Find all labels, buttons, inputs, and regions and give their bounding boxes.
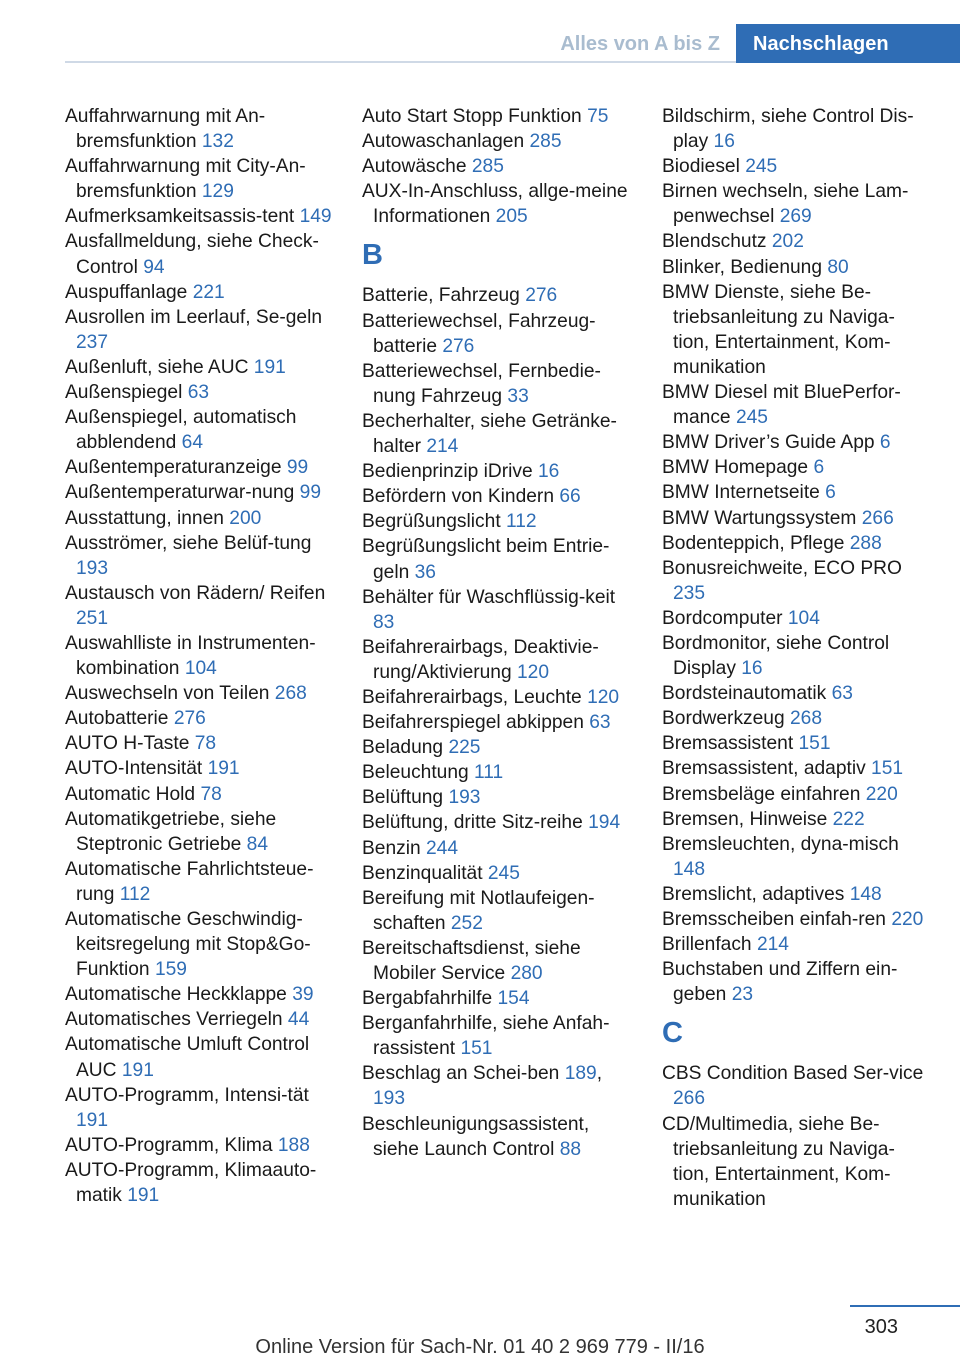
index-entry [65, 1083, 333, 1133]
index-entry-text: Bereifung mit Notlaufeigen-schaften [362, 887, 595, 934]
index-entry [662, 606, 930, 631]
page-reference-link[interactable]: 36 [414, 561, 436, 583]
index-entry-text: Begrüßungslicht [362, 511, 501, 533]
page-reference-link[interactable]: 200 [229, 507, 262, 529]
index-entry [65, 280, 333, 305]
index-entry [65, 756, 333, 781]
index-entry [65, 731, 333, 756]
index-entry [65, 480, 333, 505]
page-reference-link[interactable]: 194 [588, 812, 621, 834]
index-entry: Beschlag an Schei-ben 189, 193 [362, 1063, 603, 1110]
header-chapter-tab[interactable]: Nachschlagen [736, 24, 960, 63]
index-entry-text: Birnen wechseln, siehe Lam-penwechsel [662, 181, 909, 228]
index-entry [662, 430, 930, 455]
index-entry [362, 735, 634, 760]
page-reference-link[interactable]: 276 [525, 285, 558, 307]
index-entry-text: Auto Start Stopp Funktion [362, 106, 582, 127]
index-entry [65, 1007, 333, 1032]
index-entry-text: Autowaschanlagen [362, 131, 525, 153]
page-reference-link[interactable]: 245 [735, 407, 768, 429]
page-reference-link[interactable]: 112 [506, 511, 537, 533]
index-entry-text: Bonusreichweite, ECO PRO [662, 557, 902, 579]
page-reference-link[interactable]: 16 [537, 461, 560, 483]
page-reference-link[interactable]: 220 [865, 783, 898, 805]
page-reference-link[interactable]: 104 [184, 658, 217, 680]
index-entry-text: Außentemperaturanzeige [65, 457, 282, 479]
index-entry [362, 509, 634, 534]
index-entry-text: Bremsbeläge einfahren [662, 783, 861, 805]
page-reference-link[interactable]: 276 [173, 708, 206, 730]
index-entry-text: Automatische Fahrlichtsteue-rung [65, 858, 314, 905]
page-reference-link[interactable]: 151 [871, 758, 904, 780]
page-reference-link[interactable]: 78 [200, 783, 222, 805]
index-entry [65, 204, 333, 229]
index-entry-text: Bremsen, Hinweise [662, 808, 828, 830]
index-entry-text: Benzinqualität [362, 862, 483, 884]
index-entry [362, 129, 634, 154]
index-entry-text: Auswahlliste in Instrumenten-kombination [65, 632, 316, 680]
index-entry [65, 581, 333, 631]
index-entry [362, 179, 634, 229]
index-entry-text: Ausrollen im Leerlauf, Se-geln [65, 306, 323, 328]
index-entry [362, 459, 634, 484]
index-entry [65, 380, 333, 405]
page-reference-link[interactable]: 39 [292, 984, 314, 1006]
index-entry [362, 886, 634, 936]
index-entry-text: Buchstaben und Ziffern ein-geben [662, 959, 898, 1006]
index-entry-text: AUTO H-Taste [65, 733, 190, 755]
index-entry [362, 1112, 634, 1162]
index-entry-text: Bremsassistent, adaptiv [662, 758, 866, 780]
index-entry [65, 1133, 333, 1158]
page-reference-link[interactable]: 6 [825, 482, 836, 504]
index-entry-text: AUTO-Intensität [65, 758, 203, 780]
page-reference-link[interactable]: 225 [448, 737, 481, 759]
index-entry [662, 681, 930, 706]
index-entry-text: Batteriewechsel, Fernbedie-nung Fahrzeug [362, 360, 601, 407]
index-entry-text: BMW Homepage [662, 457, 809, 479]
index-entry [662, 932, 930, 957]
page-reference-link[interactable]: 83 [373, 611, 395, 633]
index-entry-text: Beleuchtung [362, 762, 469, 784]
index-entry [662, 480, 930, 505]
index-entry-text: Bergabfahrhilfe [362, 988, 493, 1010]
index-entry-text: Außentemperaturwar-nung [65, 482, 295, 504]
page-reference-link[interactable]: 23 [731, 984, 754, 1006]
page-reference-link[interactable]: 268 [274, 683, 307, 705]
page-reference-link[interactable]: 193 [448, 787, 481, 809]
index-entry-text: Brillenfach [662, 934, 752, 956]
page-reference-link[interactable]: 120 [517, 661, 550, 683]
index-entry-text: Austausch von Rädern/ Reifen [65, 582, 326, 604]
index-entry [662, 506, 930, 531]
index-entry-text: Beschleunigungsassistent, siehe Launch Control [362, 1113, 590, 1160]
index-entry [65, 907, 333, 982]
online-version-note: Online Version für Sach-Nr. 01 40 2 969 779 - II/16 [255, 1336, 705, 1358]
index-entry-text: Blinker, Bedienung [662, 256, 823, 278]
page-reference-link[interactable]: 44 [287, 1009, 310, 1031]
page-reference-link[interactable]: 63 [831, 683, 853, 705]
page-reference-link[interactable]: 33 [507, 385, 529, 407]
index-entry [65, 355, 333, 380]
index-entry-text: AUTO-Programm, Intensi-tät [65, 1084, 309, 1106]
index-section-letter: C [662, 1017, 683, 1050]
header-section-tab[interactable]: Alles von A bis Z [560, 33, 720, 55]
index-entry [362, 760, 634, 785]
index-entry [65, 305, 333, 355]
index-entry [65, 631, 333, 681]
page-reference-link[interactable]: 191 [253, 356, 286, 378]
page-reference-link[interactable]: 221 [192, 281, 225, 303]
index-entry-text: Bereitschaftsdienst, siehe Mobiler Service [362, 937, 581, 984]
index-entry-text: Autowäsche [362, 156, 467, 178]
index-entry-text: Bordmonitor, siehe Control Display [662, 632, 890, 680]
index-entry-text: Batteriewechsel, Fahrzeug-batterie [362, 310, 596, 357]
page-reference-link[interactable]: 245 [745, 156, 778, 178]
index-entry [362, 534, 634, 584]
index-entry [662, 1061, 930, 1111]
index-entry-text: Bordwerkzeug [662, 708, 785, 730]
page-reference-link[interactable]: 251 [76, 607, 109, 629]
index-entry-text: Biodiesel [662, 156, 740, 178]
index-entry-text: Automatic Hold [65, 783, 196, 805]
index-entry-text: Automatische Geschwindig-keitsregelung mit Stop&Go-Funktion [65, 909, 311, 981]
index-entry [362, 685, 634, 710]
index-entry [662, 179, 930, 229]
index-entry [362, 710, 634, 735]
index-entry-text: BMW Wartungssystem [662, 507, 857, 529]
page-reference-link[interactable]: 285 [529, 131, 562, 153]
index-entry [662, 280, 930, 380]
index-entry [362, 1011, 634, 1061]
index-entry [65, 782, 333, 807]
index-entry-text: Beschlag an Schei-ben [362, 1063, 560, 1085]
index-entry-text: Bodenteppich, Pflege [662, 532, 845, 554]
index-entry-text: Behälter für Waschflüssig-keit [362, 586, 616, 608]
page-reference-link[interactable]: 84 [246, 833, 269, 855]
page-reference-link[interactable]: 191 [207, 758, 240, 780]
page-reference-link[interactable]: 6 [813, 457, 825, 479]
index-entry-text: CD/Multimedia, siehe Be-triebsanleitung zu Naviga-tion, Entertainment, Kom-munikation [662, 1113, 895, 1210]
page-reference-link[interactable]: 88 [559, 1138, 582, 1160]
page-reference-link[interactable]: 191 [127, 1185, 160, 1207]
index-column-3 [662, 104, 930, 1212]
index-entry [662, 706, 930, 731]
index-entry-text: Beladung [362, 737, 444, 759]
index-entry-text: AUX-In-Anschluss, allge-meine Informationen [362, 181, 628, 228]
index-entry-text: Belüftung [362, 787, 444, 809]
index-entry-text: BMW Diesel mit BluePerfor-mance [662, 382, 901, 429]
index-entry [662, 229, 930, 254]
index-entry [662, 882, 930, 907]
index-entry-text: Bremsscheiben einfah-ren [662, 909, 886, 930]
index-entry [662, 731, 930, 756]
page-reference-link[interactable]: 235 [673, 582, 706, 604]
index-entry [65, 531, 333, 581]
page-reference-link[interactable]: 78 [194, 733, 217, 755]
index-entry-text: Bildschirm, siehe Control Dis-play [662, 106, 914, 153]
index-entry [65, 857, 333, 907]
index-entry [362, 810, 634, 835]
index-entry [662, 1112, 930, 1212]
page-reference-link[interactable]: 252 [450, 912, 483, 934]
index-entry-text: Beifahrerairbags, Leuchte [362, 686, 582, 708]
index-entry [662, 631, 930, 681]
index-entry [362, 154, 634, 179]
index-entry [362, 986, 634, 1011]
index-column-2 [362, 104, 634, 1162]
page-reference-link[interactable]: 266 [673, 1088, 706, 1110]
index-section-letter: B [362, 239, 383, 272]
page-reference-link[interactable]: 222 [832, 808, 865, 830]
index-entry-text: Belüftung, dritte Sitz-reihe [362, 812, 583, 834]
index-entry-text: BMW Internetseite [662, 482, 820, 504]
index-entry-text: Ausstattung, innen [65, 507, 224, 529]
index-entry-text: Begrüßungslicht beim Entrie-geln [362, 536, 610, 583]
index-entry [362, 309, 634, 359]
index-entry-text: Batterie, Fahrzeug [362, 285, 520, 307]
index-entry [362, 836, 634, 861]
index-entry-text: Bedienprinzip iDrive [362, 461, 533, 483]
index-entry-text: AUTO-Programm, Klima [65, 1134, 273, 1156]
index-entry [362, 936, 634, 986]
page-reference-link[interactable]: 245 [487, 862, 520, 884]
index-entry-text: Befördern von Kindern [362, 486, 554, 508]
index-entry [65, 506, 333, 531]
index-entry [362, 585, 634, 635]
index-entry-text: Automatische Heckklappe [65, 984, 287, 1006]
index-entry-text: Aufmerksamkeitsassis-tent [65, 206, 295, 228]
index-entry-text: Auswechseln von Teilen [65, 683, 270, 705]
page-reference-link[interactable]: 159 [154, 959, 187, 981]
index-entry [65, 455, 333, 480]
index-entry [65, 154, 333, 204]
index-entry-text: AUTO-Programm, Klimaauto-matik [65, 1159, 317, 1207]
index-entry [662, 556, 930, 606]
page-reference-link[interactable]: 220 [891, 909, 924, 930]
index-entry [65, 405, 333, 455]
index-entry [362, 635, 634, 685]
page-reference-link[interactable]: 111 [474, 762, 504, 784]
index-entry [65, 1158, 333, 1208]
index-entry-text: Berganfahrhilfe, siehe Anfah-rassistent [362, 1013, 610, 1060]
page-reference-link[interactable]: 94 [143, 256, 165, 278]
index-entry [362, 283, 634, 308]
page-reference-link[interactable]: 75 [587, 106, 609, 127]
page-reference-link[interactable]: 104 [787, 607, 820, 629]
index-entry-text: Auffahrwarnung mit City-An-bremsfunktion [65, 156, 306, 203]
index-entry-text: BMW Dienste, siehe Be-triebsanleitung zu Naviga-tion, Entertainment, Kom-munikation [662, 281, 895, 378]
page-reference-link[interactable]: 132 [201, 131, 234, 153]
page-reference-link[interactable]: 99 [299, 482, 321, 504]
page-reference-link[interactable]: 66 [559, 486, 581, 508]
index-entry [362, 104, 634, 129]
page-reference-link[interactable]: 280 [510, 963, 543, 984]
index-entry [65, 706, 333, 731]
index-entry-text: Blendschutz [662, 231, 767, 253]
page-reference-link[interactable]: 189 [564, 1063, 597, 1085]
index-entry [65, 104, 333, 154]
page-reference-link[interactable]: 80 [827, 256, 849, 278]
page-number: 303 [864, 1316, 898, 1338]
index-entry [662, 380, 930, 430]
page-reference-link[interactable]: 188 [277, 1134, 310, 1156]
index-entry [362, 861, 634, 886]
index-column-1 [65, 104, 333, 1208]
index-entry-text: Beifahrerspiegel abkippen [362, 712, 584, 734]
index-entry-text: Auspuffanlage [65, 281, 188, 303]
index-entry-text: Auffahrwarnung mit An-bremsfunktion [65, 106, 266, 153]
page-reference-link[interactable]: 154 [497, 988, 530, 1010]
index-entry [662, 782, 930, 807]
footer-rule [850, 1305, 960, 1307]
index-entry [662, 907, 930, 932]
index-entry [662, 455, 930, 480]
page-reference-link[interactable]: 120 [587, 686, 620, 708]
page-reference-link[interactable]: 148 [849, 883, 882, 905]
index-entry-text: Bremsleuchten, dyna-misch [662, 833, 899, 855]
index-entry [65, 1032, 333, 1082]
index-entry [662, 531, 930, 556]
index-entry [662, 957, 930, 1007]
page-reference-link[interactable]: 151 [798, 733, 831, 755]
index-entry-text: Außenspiegel [65, 382, 183, 404]
index-entry [662, 154, 930, 179]
page-reference-link[interactable]: 266 [861, 507, 894, 529]
page-reference-link[interactable]: 285 [471, 156, 504, 178]
index-entry-text: Automatikgetriebe, siehe Steptronic Getriebe [65, 808, 277, 855]
index-entry [662, 104, 930, 154]
page-reference-link[interactable]: 244 [426, 837, 459, 859]
page-reference-link[interactable]: 151 [460, 1038, 493, 1060]
index-entry-text: BMW Driver’s Guide App [662, 432, 875, 454]
page-reference-link[interactable]: 129 [201, 181, 234, 203]
index-entry-text: Außenspiegel, automatisch abblendend [65, 407, 297, 454]
index-entry [362, 484, 634, 509]
index-entry-text: Bordsteinautomatik [662, 683, 827, 705]
page-reference-link[interactable]: 99 [286, 457, 309, 479]
page-reference-link[interactable]: 214 [426, 436, 459, 458]
page-reference-link[interactable]: 193 [373, 1088, 406, 1110]
index-entry-text: Becherhalter, siehe Getränke-halter [362, 410, 617, 458]
index-entry [662, 255, 930, 280]
page-reference-link[interactable]: 148 [673, 858, 706, 880]
page-reference-link[interactable]: 202 [771, 231, 804, 253]
page-reference-link[interactable]: 64 [181, 432, 203, 454]
page-reference-link[interactable]: 191 [121, 1059, 154, 1081]
index-entry [65, 229, 333, 279]
index-entry-text: Automatisches Verriegeln [65, 1009, 283, 1031]
index-entry [662, 832, 930, 882]
index-entry-text: Bordcomputer [662, 607, 783, 629]
index-entry-text: Außenluft, siehe AUC [65, 356, 249, 378]
page-reference-link[interactable]: 214 [756, 934, 789, 956]
index-entry-text: Autobatterie [65, 708, 169, 730]
page-reference-link[interactable]: 112 [119, 883, 151, 905]
index-entry-text: Ausfallmeldung, siehe Check-Control [65, 231, 319, 278]
page-reference-link[interactable]: 6 [879, 432, 891, 454]
index-entry-text: Benzin [362, 837, 421, 859]
page-reference-link[interactable]: 276 [442, 335, 475, 357]
page-reference-link[interactable]: 63 [187, 382, 210, 404]
page-reference-link[interactable]: 193 [76, 557, 109, 579]
page-reference-link[interactable]: 237 [76, 331, 109, 353]
page-reference-link[interactable]: 268 [790, 708, 823, 730]
index-entry [362, 785, 634, 810]
index-entry-text: Bremslicht, adaptives [662, 883, 845, 905]
index-entry [65, 982, 333, 1007]
index-entry [362, 409, 634, 459]
page-reference-link[interactable]: 205 [495, 206, 528, 228]
page-reference-link[interactable]: 288 [849, 532, 882, 554]
index-entry [65, 681, 333, 706]
index-entry [662, 807, 930, 832]
index-entry-text: CBS Condition Based Ser-vice [662, 1063, 924, 1085]
page-reference-link[interactable]: 149 [299, 206, 332, 228]
index-entry [65, 807, 333, 857]
page-reference-link[interactable]: 16 [741, 658, 763, 680]
index-entry-text: Ausströmer, siehe Belüf-tung [65, 532, 312, 554]
page-reference-link[interactable]: 63 [589, 712, 611, 734]
page-reference-link[interactable]: 191 [76, 1109, 109, 1131]
page-reference-link[interactable]: 269 [779, 206, 812, 228]
page-reference-link[interactable]: 16 [713, 131, 735, 153]
index-entry [362, 359, 634, 409]
index-entry-text: Beifahrerairbags, Deaktivie-rung/Aktivierung [362, 636, 599, 683]
index-entry-text: Bremsassistent [662, 733, 794, 755]
index-entry [662, 756, 930, 781]
index-entry-text: Automatische Umluft Control AUC [65, 1034, 310, 1081]
